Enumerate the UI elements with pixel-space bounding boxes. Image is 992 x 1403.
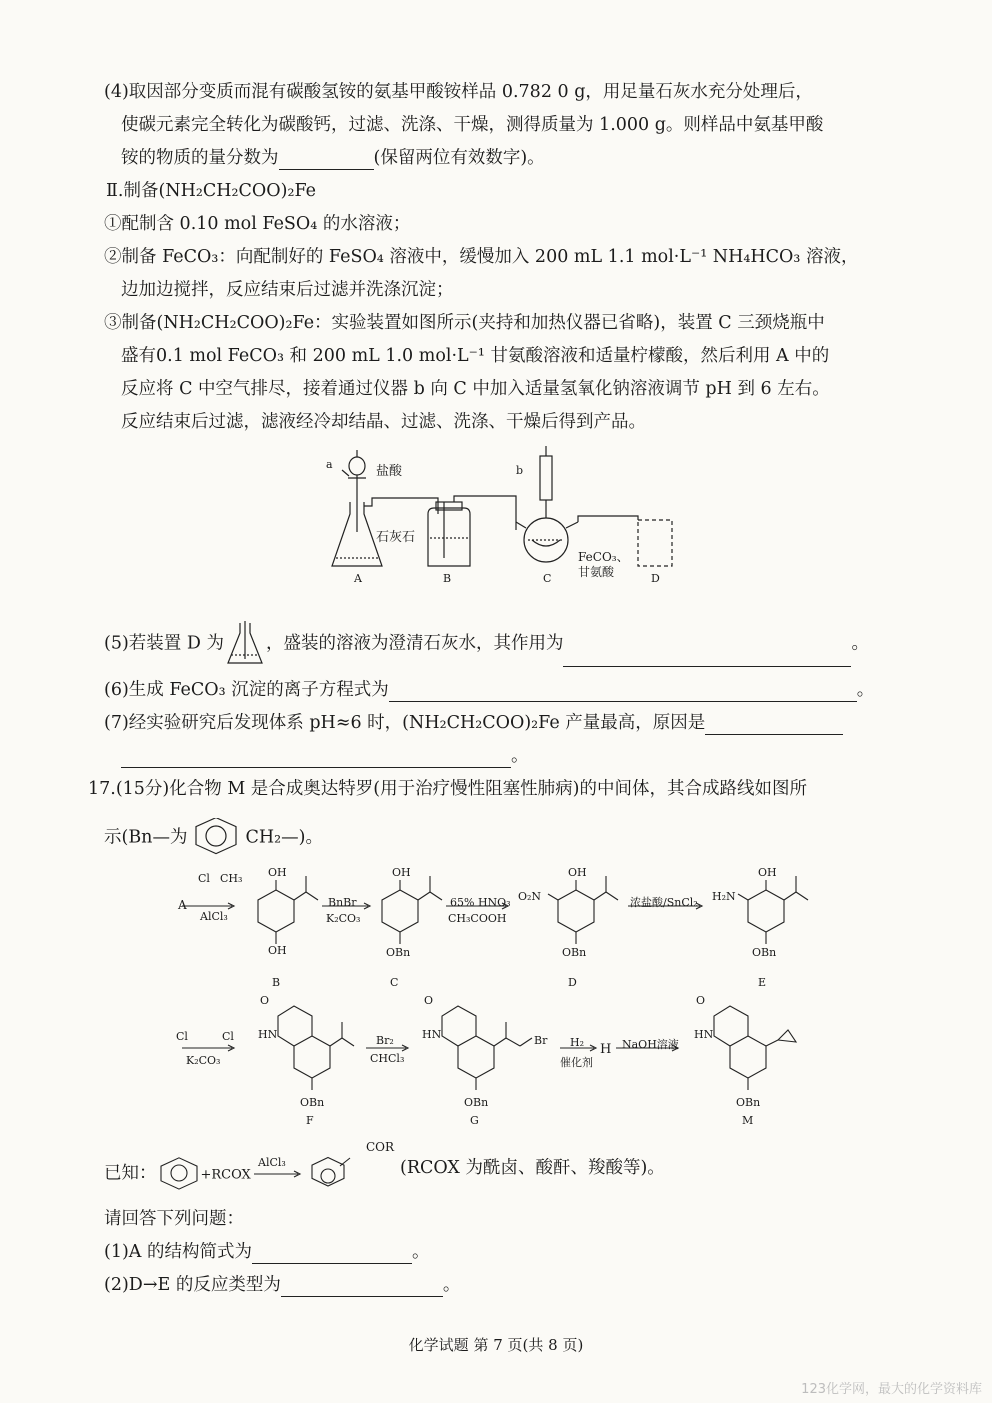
label-b: b bbox=[516, 464, 524, 477]
part2-step3a: ③制备(NH₂CH₂COO)₂Fe：实验装置如图所示(夹持和加热仪器已省略)，装置 C 三颈烧瓶中 bbox=[104, 313, 825, 333]
reagent-h2: H₂ bbox=[570, 1036, 585, 1049]
reagent-bnbr: BnBr bbox=[328, 896, 357, 909]
scheme-C: C bbox=[390, 976, 399, 989]
funnel-b bbox=[540, 456, 552, 500]
g-hn: HN bbox=[422, 1028, 442, 1041]
scheme-E: E bbox=[758, 976, 767, 989]
q7-answer-blank-2[interactable] bbox=[121, 749, 511, 768]
q5-line bbox=[104, 621, 869, 667]
part2-step3b: 盛有0.1 mol FeCO₃ 和 200 mL 1.0 mol·L⁻¹ 甘氨酸溶液和适量柠檬酸，然后利用 A 中的 bbox=[121, 346, 830, 366]
reagent-k2co3: K₂CO₃ bbox=[326, 912, 361, 925]
b-oh: OH bbox=[268, 866, 287, 879]
q7-answer-blank-1[interactable] bbox=[705, 716, 843, 735]
c-obn: OBn bbox=[386, 946, 411, 959]
q7-end: 。 bbox=[511, 746, 529, 766]
reagent-k2co3-2: K₂CO₃ bbox=[186, 1054, 221, 1067]
q6-end: 。 bbox=[856, 680, 875, 700]
q17-line2-text: 示(Bn—为 bbox=[104, 827, 188, 848]
label-C: C bbox=[543, 572, 552, 585]
g-o: O bbox=[424, 994, 434, 1007]
label-B: B bbox=[443, 572, 452, 585]
c-oh: OH bbox=[392, 866, 411, 879]
reagent-cat: 催化剂 bbox=[560, 1056, 593, 1069]
part2-step1: ①配制含 0.10 mol FeSO₄ 的水溶液； bbox=[104, 214, 411, 234]
label-D: D bbox=[651, 572, 660, 585]
watermark: 123化学网，最大的化学资料库 bbox=[801, 1382, 982, 1397]
e-oh: OH bbox=[758, 866, 777, 879]
scheme-row1-svg bbox=[170, 860, 810, 990]
reagent-chloro: Cl bbox=[198, 872, 210, 885]
q5-end: 。 bbox=[851, 633, 869, 654]
scheme-F: F bbox=[306, 1114, 314, 1127]
q5-answer-blank[interactable] bbox=[563, 648, 851, 667]
scheme-M: M bbox=[742, 1114, 754, 1127]
bn-ch2: CH₂— bbox=[245, 827, 299, 848]
ring-c bbox=[382, 890, 418, 932]
label-limestone: 石灰石 bbox=[376, 530, 416, 545]
q1-end: 。 bbox=[412, 1242, 430, 1262]
q2-text: (2)D→E 的反应类型为 bbox=[104, 1275, 281, 1295]
q2-answer-blank[interactable] bbox=[281, 1278, 443, 1297]
g-obn: OBn bbox=[464, 1096, 489, 1109]
known-label: 已知： bbox=[104, 1163, 157, 1184]
device-d bbox=[638, 520, 672, 566]
q1-text: (1)A 的结构简式为 bbox=[104, 1242, 252, 1262]
part2-title: Ⅱ.制备(NH₂CH₂COO)₂Fe bbox=[106, 181, 317, 201]
reagent-sncl2: 浓盐酸/SnCl₂ bbox=[630, 896, 698, 909]
q4-line3 bbox=[121, 146, 545, 170]
known-rcox: +RCOX bbox=[200, 1167, 251, 1183]
ring-g bbox=[458, 1036, 494, 1078]
reagent-chloroacetyl: Cl bbox=[176, 1030, 188, 1043]
part2-step2a: ②制备 FeCO₃：向配制好的 FeSO₄ 溶液中，缓慢加入 200 mL 1.1 mol·L⁻¹ NH₄HCO₃ 溶液， bbox=[104, 247, 859, 267]
q1-answer-blank[interactable] bbox=[252, 1245, 412, 1264]
ring-f bbox=[294, 1036, 330, 1078]
q17-line2-end: )。 bbox=[298, 827, 323, 848]
benzene-ring-icon bbox=[187, 818, 245, 858]
flask-d-icon bbox=[224, 621, 266, 667]
reagent-ch3cooh: CH₃COOH bbox=[448, 912, 507, 925]
label-glycine: 甘氨酸 bbox=[578, 565, 615, 579]
q4-line3-end: (保留两位有效数字)。 bbox=[373, 148, 545, 168]
q4-line2: 使碳元素完全转化为碳酸钙，过滤、洗涤、干燥，测得质量为 1.000 g。则样品中氨基甲酸 bbox=[121, 115, 824, 135]
q1-line bbox=[104, 1240, 430, 1264]
scheme-row2-svg bbox=[170, 990, 810, 1130]
d-o2n: O₂N bbox=[518, 890, 542, 903]
scheme-A: A bbox=[178, 898, 187, 912]
page-footer: 化学试题 第 7 页(共 8 页) bbox=[408, 1336, 584, 1354]
part2-step3d: 反应结束后过滤，滤液经冷却结晶、过滤、洗涤、干燥后得到产品。 bbox=[121, 412, 646, 432]
d-obn: OBn bbox=[562, 946, 587, 959]
g-br: Br bbox=[534, 1034, 548, 1047]
part2-step3c: 反应将 C 中空气排尽，接着通过仪器 b 向 C 中加入适量氢氧化钠溶液调节 pH 到 6 左右。 bbox=[121, 379, 830, 399]
scheme-B: B bbox=[272, 976, 281, 989]
reagent-br2: Br₂ bbox=[376, 1034, 394, 1047]
bottle-b bbox=[428, 508, 470, 566]
q4-line1: (4)取因部分变质而混有碳酸氢铵的氨基甲酸铵样品 0.782 0 g，用足量石灰水充分处理后， bbox=[104, 82, 813, 102]
q4-answer-blank[interactable] bbox=[279, 151, 374, 170]
known-alcl3: AlCl₃ bbox=[258, 1156, 286, 1169]
f-hn: HN bbox=[258, 1028, 278, 1041]
q17-line2 bbox=[104, 818, 323, 858]
label-hcl: 盐酸 bbox=[376, 464, 403, 479]
q6-line bbox=[104, 678, 874, 702]
reagent-hno3: 65% HNO₃ bbox=[450, 896, 511, 909]
f-o: O bbox=[260, 994, 270, 1007]
b-oh2: OH bbox=[268, 944, 287, 957]
ring-m bbox=[730, 1036, 766, 1078]
q5-text-2: ，盛装的溶液为澄清石灰水，其作用为 bbox=[265, 633, 564, 654]
ring-d bbox=[558, 890, 594, 932]
reagent-chloroacetyl-2: Cl bbox=[222, 1030, 234, 1043]
known-cor: COR bbox=[366, 1140, 395, 1154]
e-obn: OBn bbox=[752, 946, 777, 959]
questions-intro: 请回答下列问题： bbox=[104, 1209, 244, 1229]
q17-line1: 17.(15分)化合物 M 是合成奥达特罗(用于治疗慢性阻塞性肺病)的中间体，其合成路线如图所 bbox=[88, 779, 807, 799]
q7-line2 bbox=[121, 744, 529, 768]
q5-text: (5)若装置 D 为 bbox=[104, 633, 224, 654]
dropping-funnel bbox=[349, 457, 365, 475]
label-a: a bbox=[326, 458, 333, 471]
scheme-H: H bbox=[600, 1042, 612, 1057]
known-note: (RCOX 为酰卤、酸酐、羧酸等)。 bbox=[400, 1158, 665, 1178]
ring-b bbox=[258, 890, 294, 932]
known-line bbox=[104, 1156, 251, 1192]
reagent-naoh: NaOH溶液 bbox=[622, 1038, 679, 1051]
q2-line bbox=[104, 1273, 460, 1297]
q4-line3-text: 铵的物质的量分数为 bbox=[121, 148, 279, 168]
q7-text: (7)经实验研究后发现体系 pH≈6 时，(NH₂CH₂COO)₂Fe 产量最高，原因是 bbox=[104, 713, 706, 733]
ring-e bbox=[748, 890, 784, 932]
reagent-chcl3: CHCl₃ bbox=[370, 1052, 405, 1065]
m-hn: HN bbox=[694, 1028, 714, 1041]
q6-answer-blank[interactable] bbox=[389, 683, 857, 702]
q2-end: 。 bbox=[442, 1275, 461, 1295]
reagent-alcl3: AlCl₃ bbox=[200, 910, 228, 923]
reagent-ch3: CH₃ bbox=[220, 872, 243, 885]
m-obn: OBn bbox=[736, 1096, 761, 1109]
scheme-G: G bbox=[470, 1114, 479, 1127]
m-o: O bbox=[696, 994, 706, 1007]
label-A: A bbox=[354, 572, 362, 585]
benzene-icon bbox=[157, 1156, 201, 1192]
apparatus-diagram bbox=[320, 440, 680, 590]
label-feco3: FeCO₃、 bbox=[578, 550, 629, 564]
q6-text: (6)生成 FeCO₃ 沉淀的离子方程式为 bbox=[104, 680, 389, 700]
f-obn: OBn bbox=[300, 1096, 325, 1109]
scheme-D: D bbox=[568, 976, 577, 989]
q7-line bbox=[104, 711, 843, 735]
d-oh: OH bbox=[568, 866, 587, 879]
part2-step2b: 边加边搅拌，反应结束后过滤并洗涤沉淀； bbox=[121, 280, 454, 300]
e-h2n: H₂N bbox=[712, 890, 736, 903]
